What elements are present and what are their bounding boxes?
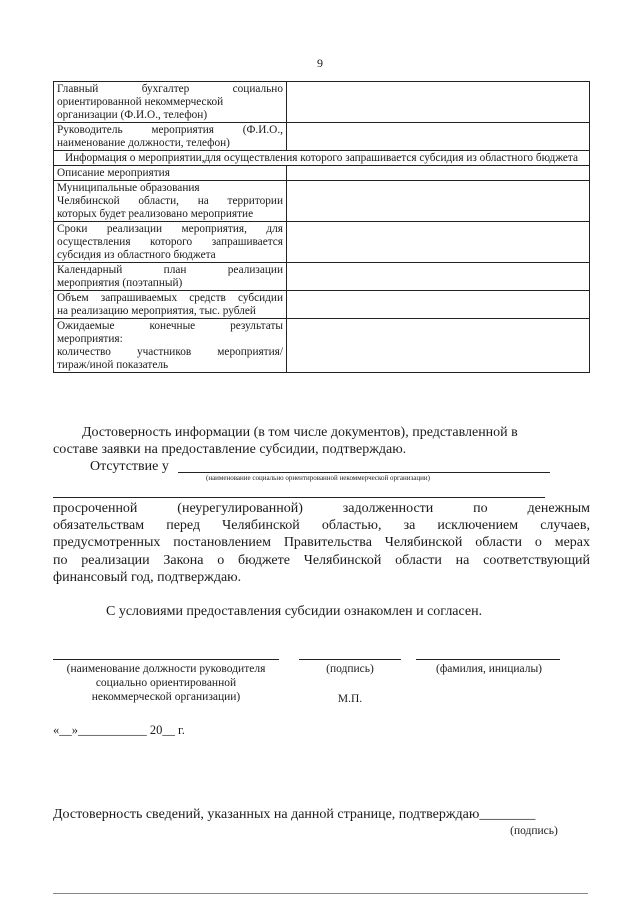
table-row <box>54 291 590 319</box>
cell-text-line: мероприятия (поэтапный) <box>57 277 183 289</box>
cell-text-line: Сроки реализации мероприятия, для <box>57 223 283 235</box>
row-value-cell <box>287 123 590 151</box>
footer-signature-caption: (подпись) <box>510 825 558 837</box>
section-header-cell <box>54 151 590 166</box>
cell-text-line: на реализацию мероприятия, тыс. рублей <box>57 305 256 317</box>
cell-text-line: организации (Ф.И.О., телефон) <box>57 109 208 121</box>
cell-text-line: Челябинской области, на территории <box>57 195 283 207</box>
footer-confirm: Достоверность сведений, указанных на данной странице, подтверждаю________ <box>53 807 536 822</box>
row-value-cell <box>287 166 590 181</box>
cell-text-line: Ожидаемые конечные результаты <box>57 320 283 332</box>
debt-text-line: по реализации Закона о бюджете Челябинской области на соответствующий <box>53 552 590 568</box>
row-label-cell <box>54 263 287 291</box>
row-value-cell <box>287 319 590 373</box>
row-value-cell <box>287 222 590 263</box>
agree-text: С условиями предоставления субсидии ознакомлен и согласен. <box>106 604 483 619</box>
cell-text-line: Объем запрашиваемых средств субсидии <box>57 292 283 304</box>
reliability-line-2: составе заявки на предоставление субсидии, подтверждаю. <box>53 442 407 457</box>
table-row <box>54 123 590 151</box>
table-row <box>54 319 590 373</box>
row-value-cell <box>287 291 590 319</box>
table-row <box>54 181 590 222</box>
stamp-label: М.П. <box>337 693 363 705</box>
table-row <box>54 166 590 181</box>
table-row <box>54 82 590 123</box>
table-row <box>54 263 590 291</box>
cell-text-line: Информация о мероприятии, <box>64 152 205 164</box>
row-value-cell <box>287 181 590 222</box>
name-caption: (фамилия, инициалы) <box>435 663 543 675</box>
row-label-cell <box>54 181 287 222</box>
debt-paragraph <box>53 500 590 586</box>
cell-text-line: для осуществления которого запрашивается субсидия из областного бюджета <box>204 152 579 164</box>
absence-label: Отсутствие у <box>90 459 169 474</box>
cell-text-line: наименование должности, телефон) <box>57 137 230 149</box>
org-name-line <box>178 472 550 473</box>
cell-text-line: мероприятия: <box>57 333 123 345</box>
date-line: «__»___________ 20__ г. <box>53 723 185 737</box>
row-label-cell <box>54 291 287 319</box>
debt-text-line: финансовый год, подтверждаю. <box>53 569 242 585</box>
cell-text-line: Календарный план реализации <box>57 264 283 276</box>
row-label-cell <box>54 166 287 181</box>
debt-text-line: обязательствам перед Челябинской областью, за исключением случаев, <box>53 518 590 534</box>
table-section-header <box>54 151 590 166</box>
row-label-cell <box>54 82 287 123</box>
org-name-line-2 <box>53 497 545 498</box>
cell-text-line: количество участников мероприятия/ <box>57 346 283 358</box>
row-value-cell <box>287 82 590 123</box>
application-info-table <box>53 81 590 373</box>
cell-text-line: осуществления которого запрашивается <box>57 236 283 248</box>
row-label-cell <box>54 123 287 151</box>
cell-text-line: субсидия из областного бюджета <box>57 249 216 261</box>
position-caption: (наименование должности руководителя социально ориентированной некоммерческой организации) <box>66 663 266 703</box>
org-name-caption: (наименование социально ориентированной некоммерческой организации) <box>206 474 430 482</box>
signature-caption: (подпись) <box>326 663 374 675</box>
debt-text-line: просроченной (неурегулированной) задолженности по денежным <box>53 501 590 516</box>
row-value-cell <box>287 263 590 291</box>
cell-text-line: тираж/иной показатель <box>57 359 169 371</box>
cell-text-line: Муниципальные образования <box>57 182 200 194</box>
cell-text-line: Описание мероприятия <box>57 167 170 179</box>
name-line <box>416 659 560 660</box>
reliability-line-1: Достоверность информации (в том числе документов), представленной в <box>82 425 518 440</box>
page-number: 9 <box>317 56 323 70</box>
row-label-cell <box>54 222 287 263</box>
debt-text-line: предусмотренных постановлением Правительства Челябинской области о мерах <box>53 535 590 551</box>
cell-text-line: Руководитель мероприятия (Ф.И.О., <box>57 124 283 136</box>
row-label-cell <box>54 319 287 373</box>
signature-line <box>299 659 401 660</box>
position-line <box>53 659 279 660</box>
table-row <box>54 222 590 263</box>
page-bottom-rule <box>53 893 588 894</box>
cell-text-line: Главный бухгалтер социально <box>57 83 283 95</box>
cell-text-line: ориентированной некоммерческой <box>57 96 224 108</box>
cell-text-line: которых будет реализовано мероприятие <box>57 208 254 220</box>
